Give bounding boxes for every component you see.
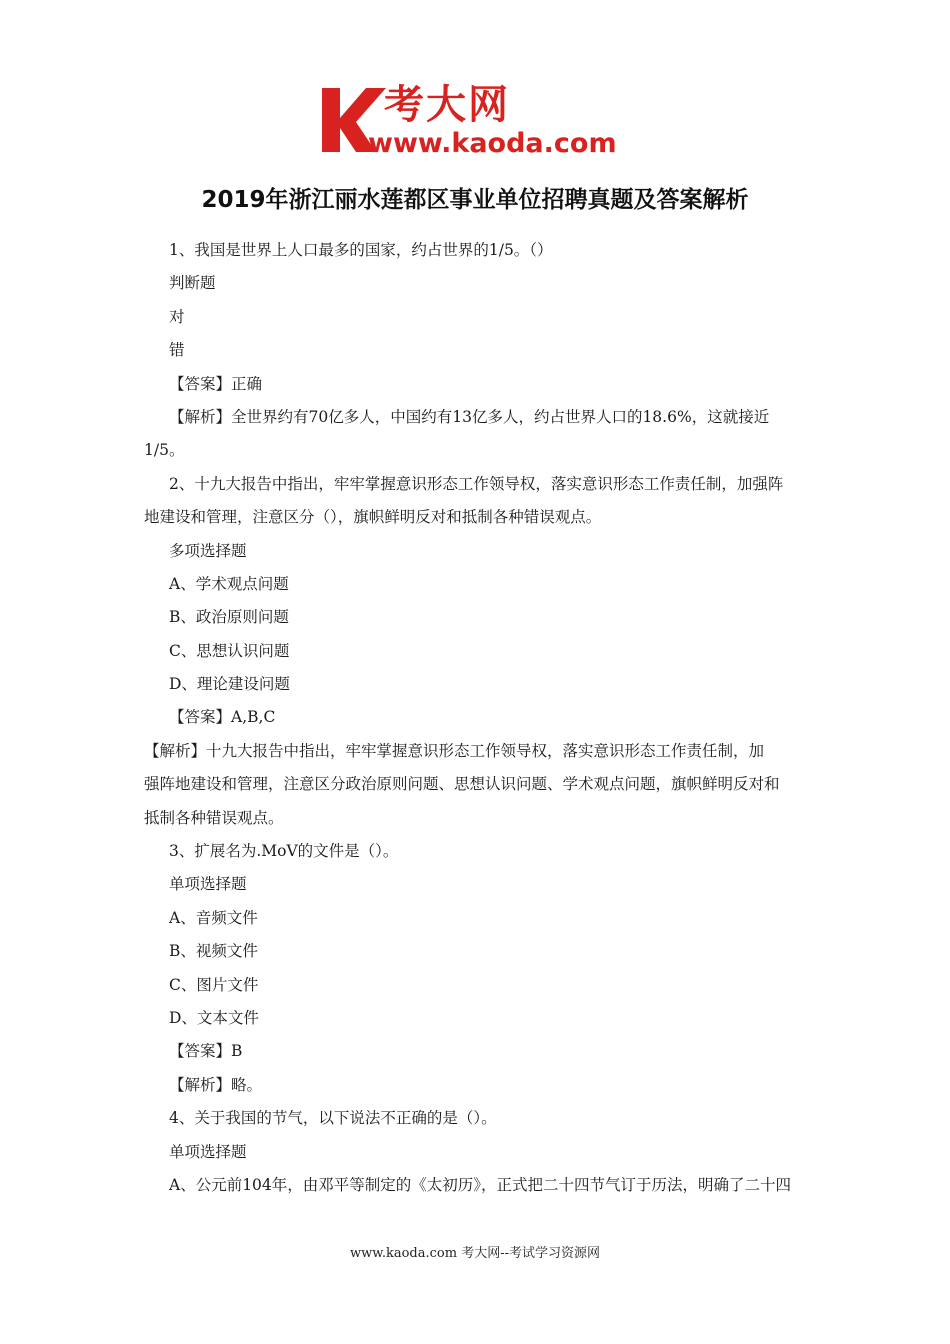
text-line: 2、十九大报告中指出，牢牢掌握意识形态工作领导权，落实意识形态工作责任制，加强阵 xyxy=(169,474,784,493)
page-footer: www.kaoda.com 考大网--考试学习资源网 xyxy=(350,1246,600,1261)
text-line: 对 xyxy=(169,307,185,326)
text-line: 【解析】全世界约有70亿多人，中国约有13亿多人，约占世界人口的18.6%，这就接近 xyxy=(169,407,770,426)
text-line: 1/5。 xyxy=(144,441,185,460)
logo-url-text: www.kaoda.com xyxy=(368,128,617,159)
document-title: 2019年浙江丽水莲都区事业单位招聘真题及答案解析 xyxy=(201,187,749,213)
kaoda-logo xyxy=(318,82,638,160)
text-line: D、文本文件 xyxy=(169,1008,259,1027)
text-line: C、图片文件 xyxy=(169,975,259,994)
text-line: 多项选择题 xyxy=(169,541,247,560)
document-body xyxy=(144,234,808,1202)
text-line: 【答案】A,B,C xyxy=(169,708,276,727)
text-line: A、公元前104年，由邓平等制定的《太初历》，正式把二十四节气订于历法，明确了二十四 xyxy=(169,1175,792,1194)
text-line: A、学术观点问题 xyxy=(169,574,289,593)
text-line: 【解析】略。 xyxy=(169,1075,263,1094)
text-line: D、理论建设问题 xyxy=(169,675,290,694)
text-line: 错 xyxy=(169,341,185,360)
text-line: 单项选择题 xyxy=(169,1142,247,1161)
text-line: 1、我国是世界上人口最多的国家，约占世界的1/5。（） xyxy=(169,241,553,259)
text-line: 强阵地建设和管理，注意区分政治原则问题、思想认识问题、学术观点问题，旗帜鲜明反对和 xyxy=(144,775,780,794)
text-line: 【答案】B xyxy=(169,1042,243,1061)
text-line: 3、扩展名为.MoV的文件是（）。 xyxy=(169,842,399,861)
text-line: 抵制各种错误观点。 xyxy=(144,808,284,827)
text-line: 地建设和管理，注意区分（），旗帜鲜明反对和抵制各种错误观点。 xyxy=(144,508,602,527)
text-line: 【答案】正确 xyxy=(169,374,263,393)
text-line: 【解析】十九大报告中指出，牢牢掌握意识形态工作领导权，落实意识形态工作责任制，加 xyxy=(144,741,765,760)
logo-brand-text: 考大网 xyxy=(384,82,510,128)
text-line: 判断题 xyxy=(169,274,216,293)
text-line: 单项选择题 xyxy=(169,875,247,894)
text-line: B、视频文件 xyxy=(169,942,258,961)
text-line: C、思想认识问题 xyxy=(169,641,290,660)
text-line: B、政治原则问题 xyxy=(169,608,289,627)
text-line: A、音频文件 xyxy=(169,908,258,927)
text-line: 4、关于我国的节气，以下说法不正确的是（）。 xyxy=(169,1109,497,1128)
